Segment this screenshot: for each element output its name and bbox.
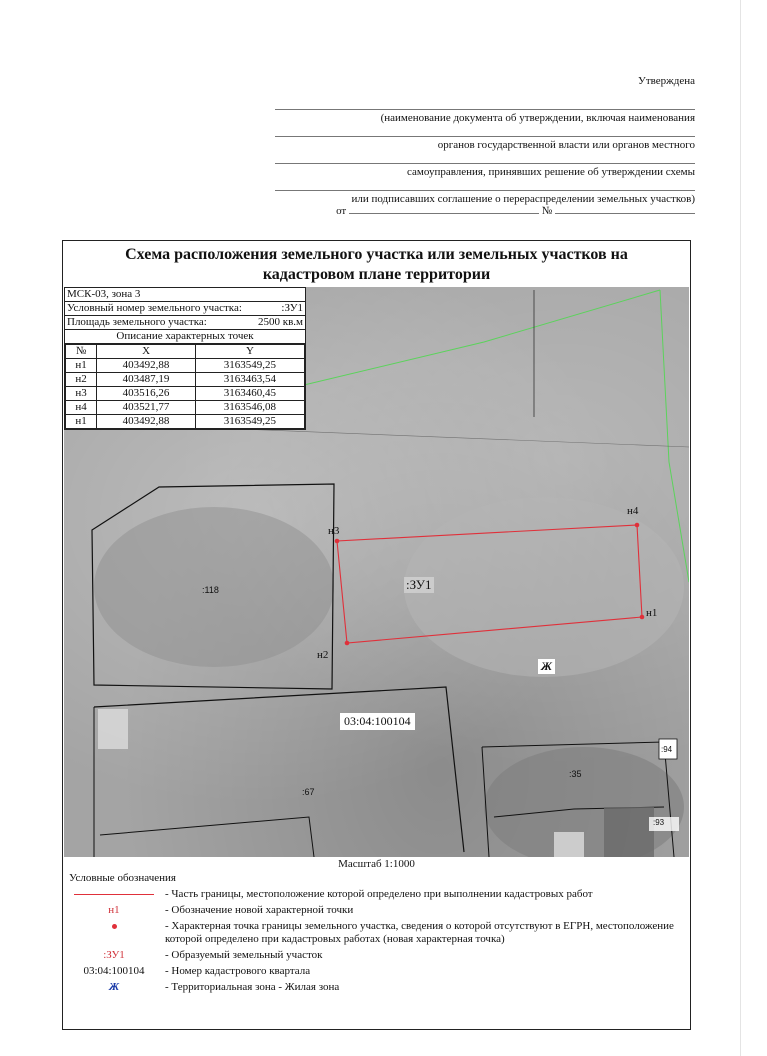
legend-line-symbol: [69, 888, 159, 901]
scheme-title: Схема расположения земельного участка или земельных участков на кадастровом плане территории: [125, 246, 628, 283]
legend-point-symbol: [69, 920, 159, 933]
vertex-point-n3: [335, 539, 340, 544]
building: [604, 807, 654, 857]
legend-zone-symbol: Ж: [108, 981, 120, 993]
info-box: [64, 287, 306, 430]
legend: [69, 872, 684, 997]
table-row: н4 403521,77 3163546,08: [66, 401, 305, 415]
approval-date-number: [336, 202, 695, 217]
legend-item: 03:04:100104 - Номер кадастрового квартала: [69, 965, 684, 978]
terrain-patch: [404, 497, 684, 677]
vertex-point-n2: [345, 641, 350, 646]
legend-parcel-symbol: :ЗУ1: [103, 949, 125, 961]
legend-item: :ЗУ1 - Образуемый земельный участок: [69, 949, 684, 962]
legend-title: Условные обозначения: [69, 872, 176, 884]
col-number: №: [66, 345, 97, 359]
vertex-label-n2: н2: [317, 649, 329, 661]
date-field: [349, 202, 539, 214]
legend-block-symbol: 03:04:100104: [83, 965, 145, 977]
table-header-row: [66, 345, 305, 359]
legend-vertex-label-symbol: н1: [108, 904, 120, 916]
scale-label: Масштаб 1:1000: [338, 858, 415, 870]
ot-label: от: [336, 205, 347, 217]
approval-line: Утверждена: [638, 75, 695, 87]
parcel-118-label: :118: [202, 585, 219, 595]
vertex-label-n4: н4: [627, 505, 639, 517]
parcel-67-boundary: [100, 817, 314, 857]
points-header: Описание характерных точек: [65, 330, 305, 344]
vertex-label-n1: н1: [646, 607, 658, 619]
green-boundary-line: [660, 290, 689, 582]
table-row: н3 403516,26 3163460,45: [66, 387, 305, 401]
building: [554, 832, 584, 857]
number-field: [555, 202, 695, 214]
scheme-frame: [62, 240, 691, 1030]
approval-line: (наименование документа об утверждении, включая наименования: [275, 97, 695, 124]
table-row: н2 403487,19 3163463,54: [66, 373, 305, 387]
page-edge-line: [740, 0, 741, 1056]
vertex-point-n1: [640, 615, 645, 620]
approval-line: органов государственной власти или органов местного: [275, 124, 695, 151]
legend-item: Ж - Территориальная зона - Жилая зона: [69, 981, 684, 994]
area-row: Площадь земельного участка: 2500 кв.м: [67, 316, 303, 328]
parcel-93-label: :93: [653, 818, 665, 827]
parcel-zu1-label: :ЗУ1: [406, 577, 432, 592]
cond-number-row: Условный номер земельного участка: :ЗУ1: [67, 302, 303, 314]
coord-system: МСК-03, зона 3: [65, 288, 305, 302]
green-boundary-line: [304, 290, 660, 385]
parcel-35-label: :35: [569, 769, 582, 779]
col-y: Y: [195, 345, 304, 359]
legend-item: - Характерная точка границы земельного участка, сведения о которой отсутствуют в ЕГРН, местоположение которой определено при кадастровых работах (новая характерная точка): [69, 920, 684, 946]
approval-line: самоуправления, принявших решение об утверждении схемы: [275, 151, 695, 178]
approval-block: [275, 75, 695, 205]
legend-item: - Часть границы, местоположение которой определено при выполнении кадастровых работ: [69, 888, 684, 901]
number-label: №: [541, 205, 553, 217]
vertex-point-n4: [635, 523, 640, 528]
table-row: н1 403492,88 3163549,25: [66, 415, 305, 429]
legend-item: н1 - Обозначение новой характерной точки: [69, 904, 684, 917]
cadastral-map: [64, 287, 689, 857]
col-x: X: [97, 345, 196, 359]
building: [98, 709, 128, 749]
approval-line: или подписавших соглашение о перераспределении земельных участков): [275, 178, 695, 205]
parcel-94-label: :94: [661, 745, 673, 754]
points-table: [65, 344, 305, 429]
zone-label: Ж: [538, 659, 555, 674]
vertex-label-n3: н3: [328, 525, 340, 537]
cadastral-block-label: 03:04:100104: [340, 713, 415, 730]
parcel-67-label: :67: [302, 787, 315, 797]
block-boundary: [94, 687, 464, 852]
table-row: н1 403492,88 3163549,25: [66, 359, 305, 373]
